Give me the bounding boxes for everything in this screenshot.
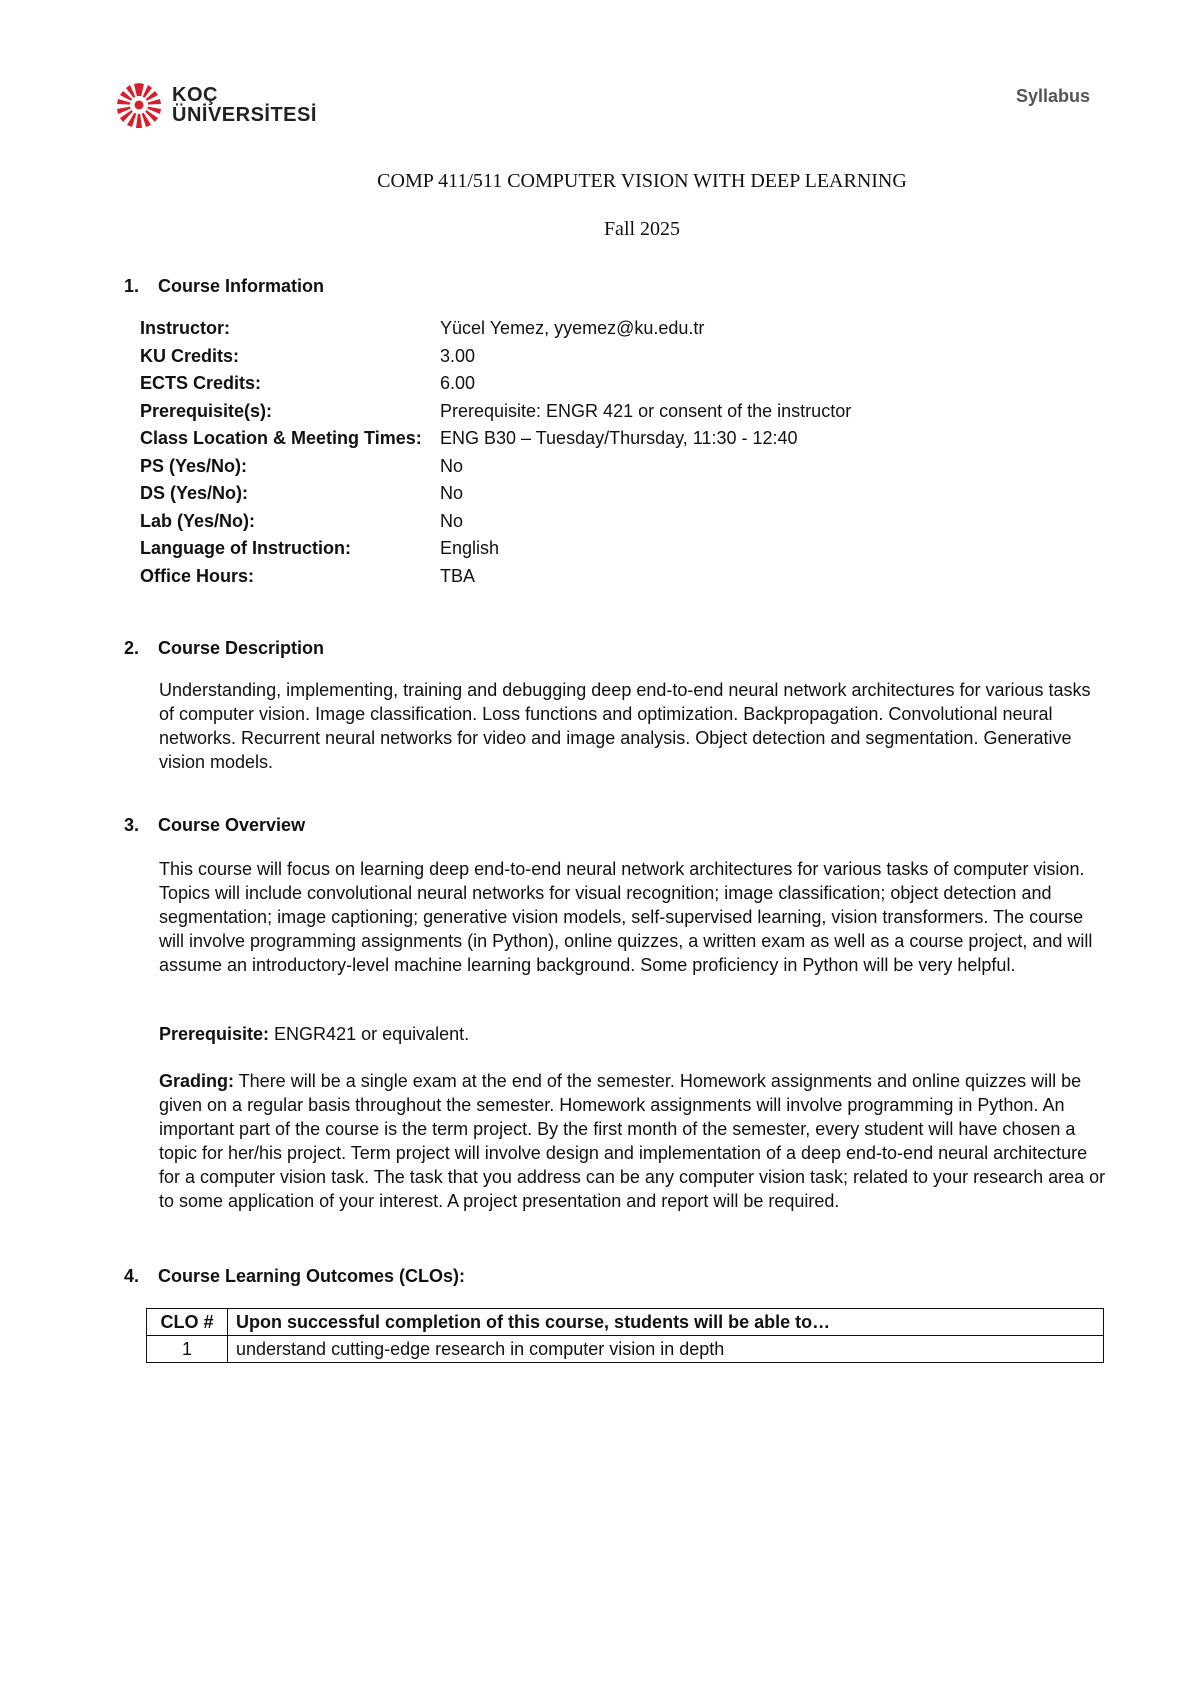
logo-line-1: KOÇ [172,84,218,106]
section-heading-course-information [124,276,324,297]
section-heading-learning-outcomes [124,1266,465,1287]
info-label: Office Hours: [140,565,255,586]
document-type-label: Syllabus [1015,86,1090,106]
info-row-ps [140,454,1120,478]
sunburst-logo-icon [114,82,164,128]
info-label: Language of Instruction: [140,538,351,558]
info-value: 6.00 [440,373,476,393]
clo-table-header-row [147,1309,1104,1336]
info-value: No [440,483,464,503]
prerequisite-text: ENGR421 or equivalent. [269,1024,470,1044]
info-label: Prerequisite(s): [140,400,273,421]
info-value: No [440,455,464,476]
course-description-text: Understanding, implementing, training and debugging deep end-to-end neural network architectures for various tasks of computer vision. Image classification. Loss functions and optimization. Backpropagation. Convolutional neural networks. Recurrent neural networks for video and image analysis. Object detection and segmentation. Generative vision models. [159,680,1091,772]
info-row-lab [140,509,1120,533]
info-value: TBA [440,565,476,586]
section-number: 2. [124,638,140,658]
logo-line-2: ÜNİVERSİTESİ [172,104,317,126]
clo-description-header: Upon successful completion of this course, students will be able to… [228,1309,1104,1336]
section-number: 1. [124,276,140,296]
info-value: English [440,538,500,558]
course-information-table [140,316,1120,591]
info-row-ku-credits [140,344,1120,368]
info-row-ects-credits [140,371,1120,395]
info-row-language [140,536,1120,560]
section-title: Course Overview [158,815,306,835]
info-label: KU Credits: [140,345,240,366]
info-value: 3.00 [440,345,476,366]
section-title: Course Information [158,276,325,296]
grading-text: There will be a single exam at the end of the semester. Homework assignments and online quizzes will be given on a regular basis throughout the semester. Homework assignments will involve programming in Python. An important part of the course is the term project. By the first month of the semester, every student will have chosen a topic for her/his project. Term project will involve design and implementation of a deep end-to-end neural architecture for a computer vision task. The task that you address can be any computer vision task; related to your research area or to some application of your interest. A project presentation and report will be required. [159,1071,1106,1211]
clo-description-cell: understand cutting-edge research in computer vision in depth [228,1336,1104,1363]
course-term: Fall 2025 [603,218,681,240]
section-heading-course-overview [124,815,305,836]
table-row [147,1336,1104,1363]
clo-table [146,1308,1104,1363]
info-value: No [440,510,464,531]
clo-number-cell: 1 [147,1336,228,1363]
info-value: Prerequisite: ENGR 421 or consent of the instructor [440,400,852,421]
info-label: Lab (Yes/No): [140,510,256,531]
info-label: ECTS Credits: [140,373,262,393]
info-label: Class Location & Meeting Times: [140,428,422,448]
grading-label: Grading: [159,1071,234,1091]
info-label: PS (Yes/No): [140,455,248,476]
info-value: ENG B30 – Tuesday/Thursday, 11:30 - 12:40 [440,428,798,448]
section-number: 3. [124,815,140,835]
info-row-instructor [140,316,1120,340]
info-row-class-location [140,426,1120,450]
clo-number-header: CLO # [147,1309,228,1336]
course-title: COMP 411/511 COMPUTER VISION WITH DEEP LEARNING [377,170,907,192]
prerequisite-paragraph [159,1022,1109,1046]
info-row-prerequisites [140,399,1120,423]
info-label: DS (Yes/No): [140,483,249,503]
university-logo [114,82,317,128]
section-title: Course Description [158,638,325,658]
section-heading-course-description [124,638,324,659]
info-label: Instructor: [140,318,230,338]
prerequisite-label: Prerequisite: [159,1024,270,1044]
course-overview-text: This course will focus on learning deep end-to-end neural network architectures for various tasks of computer vision. Topics will include convolutional neural networks for visual recognition; image classification; object detection and segmentation; image captioning; generative vision models, self-supervised learning, vision transformers. The course will involve programming assignments (in Python), online quizzes, a written exam as well as a course project, and will assume an introductory-level machine learning background. Some proficiency in Python will be very helpful. [159,859,1093,975]
info-value: Yücel Yemez, yyemez@ku.edu.tr [440,318,705,338]
info-row-ds [140,481,1120,505]
grading-paragraph [159,1069,1109,1213]
section-number: 4. [124,1266,140,1286]
section-title: Course Learning Outcomes (CLOs): [158,1266,466,1286]
info-row-office-hours [140,564,1120,588]
